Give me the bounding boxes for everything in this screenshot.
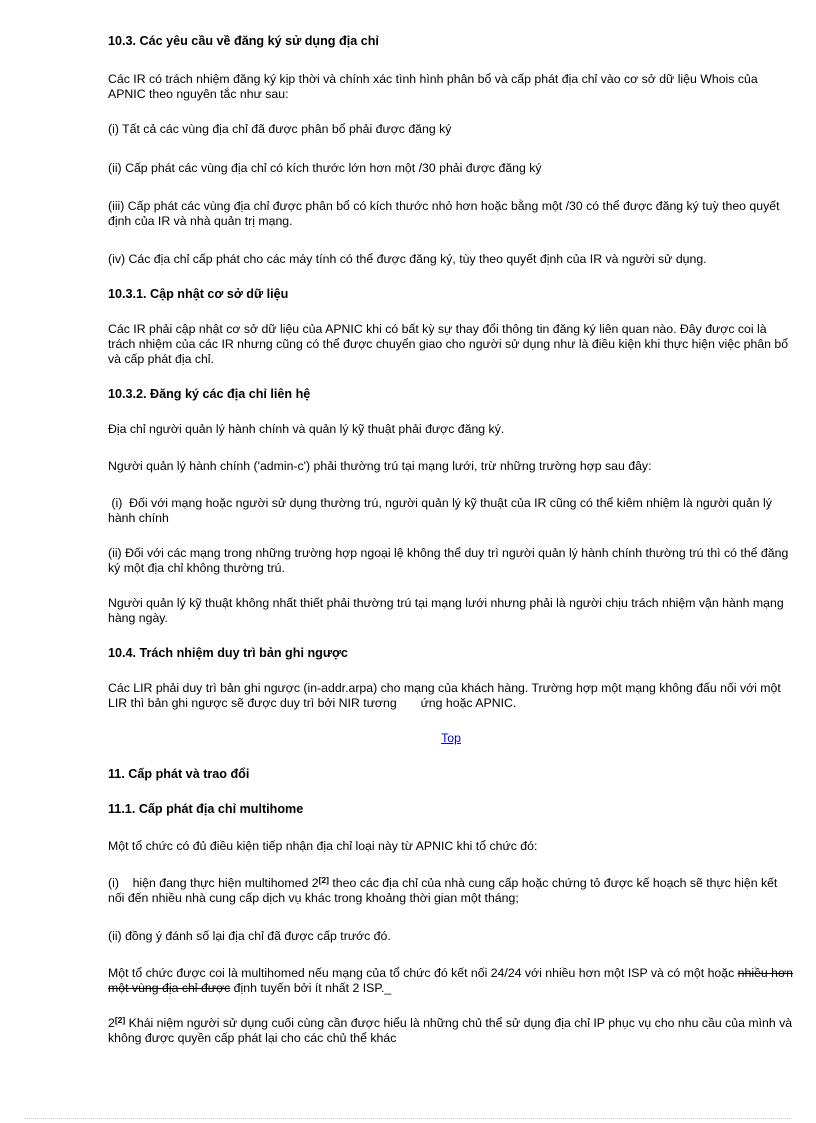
p4-text-c: định tuyến bởi ít nhất 2 ISP._ [230,981,392,995]
paragraph-10-3-2-p2: Người quản lý hành chính ('admin-c') phải thường trú tại mạng lưới, trừ những trường hợp sau đây: [108,459,652,473]
top-link-row [108,731,794,746]
p2-text-b: theo các địa chỉ của nhà cung cấp hoặc chứng tỏ được kế hoạch sẽ thực hiện kết nối đến nhiều nhà cung cấp dịch vụ khác trong khoảng thời gian một tháng; [108,876,781,905]
paragraph-10-3-1: Các IR phải cập nhật cơ sở dữ liệu của APNIC khi có bất kỳ sự thay đổi thông tin đăng ký liên quan nào. Đây được coi là trách nhiệm của các IR nhưng cũng có thể được chuyển giao cho người sử dụng như là điều kiện khi thực hiện việc phân bổ và cấp phát địa chỉ. [108,322,789,366]
paragraph-10-3-2-p5: Người quản lý kỹ thuật không nhất thiết phải thường trú tại mạng lưới nhưng phải là người chịu trách nhiệm vận hành mạng hàng ngày. [108,596,784,625]
footnote-text: Khái niệm người sử dụng cuối cùng cần được hiểu là những chủ thể sử dụng địa chỉ IP phục vụ cho nhu cầu của mình và không được quyền cấp phát lại cho các chủ thể khác [108,1016,793,1045]
list-item-i: (i) Tất cả các vùng địa chỉ đã được phân bổ phải được đăng ký [108,122,452,136]
footnote [108,1016,794,1046]
top-link[interactable]: Top [441,731,461,745]
paragraph-11-1-p1: Một tổ chức có đủ điều kiện tiếp nhận địa chỉ loại này từ APNIC khi tổ chức đó: [108,839,538,853]
paragraph-10-3-2-p4: (ii) Đối với các mạng trong những trường hợp ngoại lệ không thể duy trì người quản lý hành chính thường trú thì có thể đăng ký một địa chỉ không thường trú. [108,546,789,575]
heading-11-1: 11.1. Cấp phát địa chỉ multihome [108,802,304,816]
heading-10-3-2: 10.3.2. Đăng ký các địa chỉ liên hệ [108,387,311,401]
paragraph-10-3-2-p3: (i) Đối với mạng hoặc người sử dụng thường trú, người quản lý kỹ thuật của IR cũng có thể kiêm nhiệm là người quản lý hành chính [108,496,776,525]
list-item-iv: (iv) Các địa chỉ cấp phát cho các máy tính có thể được đăng ký, tùy theo quyết định của IR và người sử dụng. [108,252,707,266]
footnote-mark: [2] [114,1015,126,1025]
list-item-ii: (ii) Cấp phát các vùng địa chỉ có kích thước lớn hơn một /30 phải được đăng ký [108,161,542,175]
footnote-ref-2[interactable]: [2] [318,875,329,885]
footnote-number: 2 [108,1016,115,1030]
p4-struck-text: nhiều hơn một vùng địa chỉ được [108,966,793,995]
p2-text-a: (i) hiện đang thực hiện multihomed 2 [108,876,319,890]
paragraph-10-3-intro: Các IR có trách nhiệm đăng ký kịp thời và chính xác tình hình phân bổ và cấp phát địa chỉ vào cơ sở dữ liệu Whois của APNIC theo nguyên tắc như sau: [108,72,758,101]
paragraph-10-3-2-p1: Địa chỉ người quản lý hành chính và quản lý kỹ thuật phải được đăng ký. [108,422,505,436]
paragraph-11-1-p2 [108,876,794,906]
document-page [108,34,794,1066]
heading-10-3: 10.3. Các yêu cầu về đăng ký sử dụng địa chỉ [108,34,379,48]
paragraph-10-4: Các LIR phải duy trì bản ghi ngược (in-addr.arpa) cho mạng của khách hàng. Trường hợp một mạng không đấu nối với một LIR thì bản ghi ngược sẽ được duy trì bởi NIR tương ứng hoặc APNIC. [108,681,785,710]
paragraph-11-1-p4 [108,966,794,996]
list-item-iii: (iii) Cấp phát các vùng địa chỉ được phân bổ có kích thước nhỏ hơn hoặc bằng một /30 có thể được đăng ký tuỳ theo quyết định của IR và nhà quản trị mạng. [108,199,780,228]
heading-11: 11. Cấp phát và trao đổi [108,767,250,781]
heading-10-3-1: 10.3.1. Cập nhật cơ sở dữ liệu [108,287,289,301]
paragraph-11-1-p3: (ii) đồng ý đánh số lại địa chỉ đã được cấp trước đó. [108,929,391,943]
page-bottom-divider [24,1118,792,1119]
p4-text-a: Một tổ chức được coi là multihomed nếu mạng của tổ chức đó kết nối 24/24 với nhiều hơn một ISP và có một hoặc [108,966,738,980]
heading-10-4: 10.4. Trách nhiệm duy trì bản ghi ngược [108,646,348,660]
